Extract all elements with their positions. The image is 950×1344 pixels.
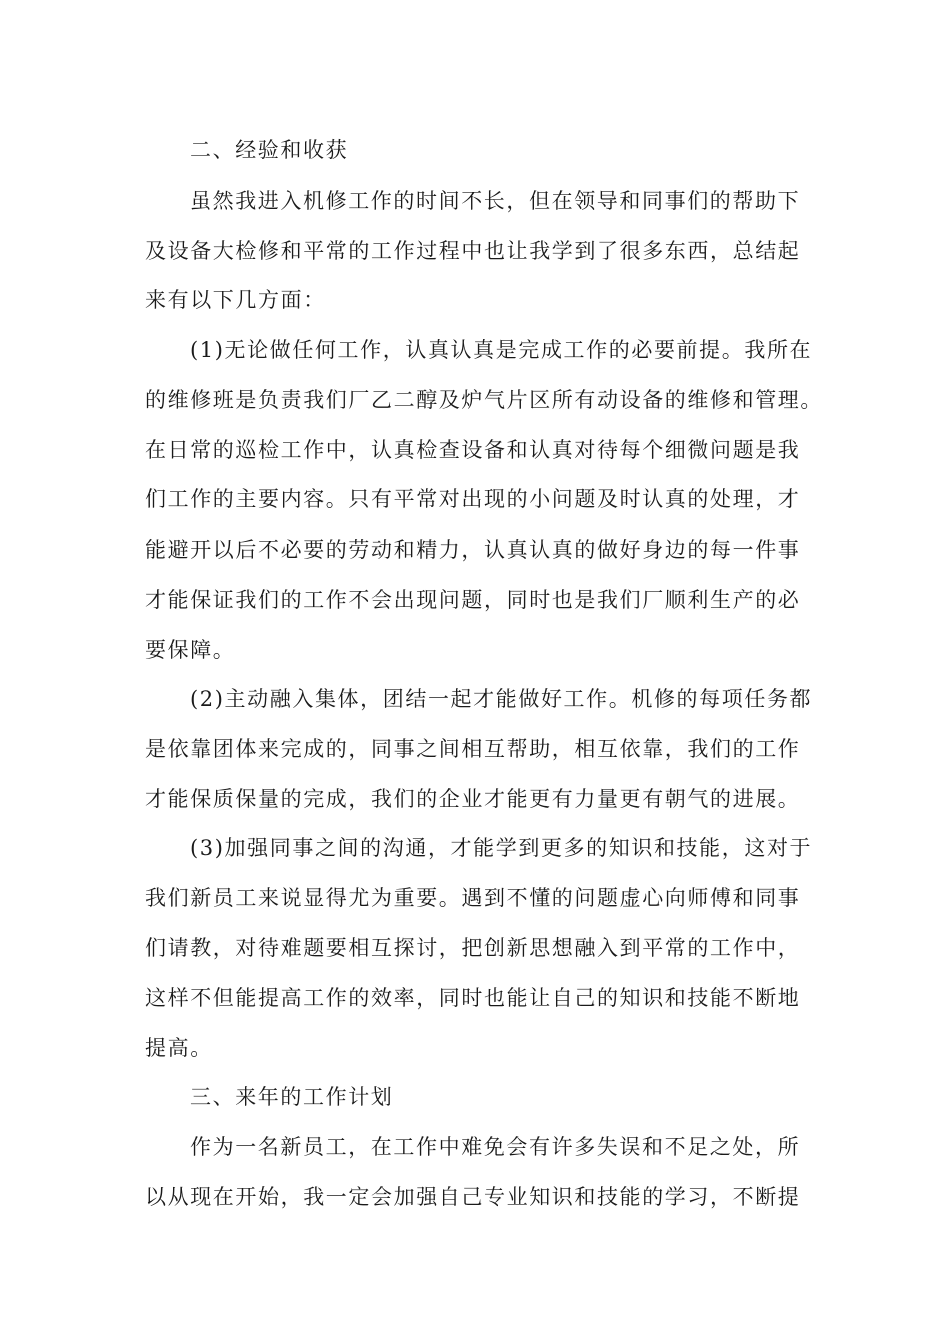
paragraph-line: 要保障。 bbox=[145, 638, 236, 662]
paragraph-line: 来有以下几方面： bbox=[145, 288, 326, 312]
paragraph-line: 在日常的巡检工作中，认真检查设备和认真对待每个细微问题是我 bbox=[145, 438, 801, 462]
paragraph-line: 作为一名新员工，在工作中难免会有许多失误和不足之处，所 bbox=[190, 1135, 801, 1159]
paragraph-line: 们工作的主要内容。只有平常对出现的小问题及时认真的处理，才 bbox=[145, 487, 801, 511]
paragraph-line: 以从现在开始，我一定会加强自己专业知识和技能的学习，不断提 bbox=[145, 1185, 801, 1209]
paragraph-line: 是依靠团体来完成的，同事之间相互帮助，相互依靠，我们的工作 bbox=[145, 737, 801, 761]
section-heading-experience: 二、经验和收获 bbox=[190, 138, 349, 162]
paragraph-line: 这样不但能提高工作的效率，同时也能让自己的知识和技能不断地 bbox=[145, 986, 801, 1010]
paragraph-line: 能避开以后不必要的劳动和精力，认真认真的做好身边的每一件事 bbox=[145, 538, 801, 562]
paragraph-line: 们请教，对待难题要相互探讨，把创新思想融入到平常的工作中， bbox=[145, 936, 801, 960]
list-item-1-line: (1)无论做任何工作，认真认真是完成工作的必要前提。我所在 bbox=[190, 338, 813, 362]
section-heading-plan: 三、来年的工作计划 bbox=[190, 1085, 394, 1109]
list-item-2-line: (2)主动融入集体，团结一起才能做好工作。机修的每项任务都 bbox=[190, 687, 813, 711]
paragraph-line: 及设备大检修和平常的工作过程中也让我学到了很多东西，总结起 bbox=[145, 239, 801, 263]
paragraph-line: 我们新员工来说显得尤为重要。遇到不懂的问题虚心向师傅和同事 bbox=[145, 886, 801, 910]
paragraph-line: 才能保证我们的工作不会出现问题，同时也是我们厂顺利生产的必 bbox=[145, 588, 801, 612]
paragraph-line: 提高。 bbox=[145, 1036, 213, 1060]
paragraph-line: 才能保质保量的完成，我们的企业才能更有力量更有朝气的进展。 bbox=[145, 787, 801, 811]
paragraph-line: 的维修班是负责我们厂乙二醇及炉气片区所有动设备的维修和管理。 bbox=[145, 388, 823, 412]
list-item-3-line: (3)加强同事之间的沟通，才能学到更多的知识和技能，这对于 bbox=[190, 836, 813, 860]
paragraph-line: 虽然我进入机修工作的时间不长，但在领导和同事们的帮助下 bbox=[190, 189, 801, 213]
